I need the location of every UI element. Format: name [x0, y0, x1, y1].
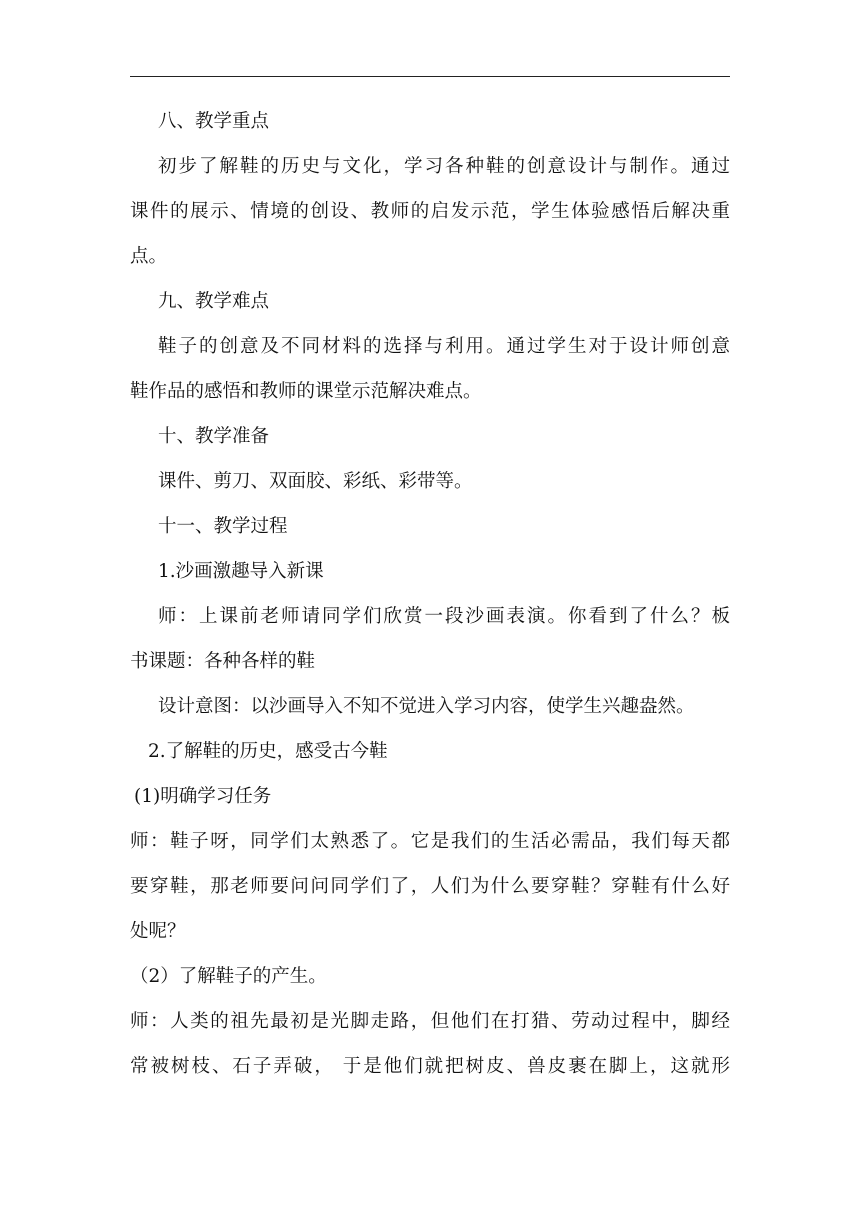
subheading-learning-task: (1)明确学习任务 — [134, 786, 272, 807]
subheading-shoe-history: 2.了解鞋的历史，感受古今鞋 — [148, 741, 388, 762]
paragraph-line: 课件、剪刀、双面胶、彩纸、彩带等。 — [158, 471, 473, 492]
header-rule — [130, 76, 730, 77]
paragraph-line: 书课题：各种各样的鞋 — [130, 651, 316, 672]
paragraph-line: 常被树枝、石子弄破， 于是他们就把树皮、兽皮裹在脚上，这就形 — [130, 1056, 730, 1077]
design-intent-line: 设计意图：以沙画导入不知不觉进入学习内容，使学生兴趣盎然。 — [158, 696, 695, 717]
subheading-sand-painting: 1.沙画激趣导入新课 — [158, 561, 324, 582]
heading-teaching-preparation: 十、教学准备 — [158, 426, 270, 447]
paragraph-line: 课件的展示、情境的创设、教师的启发示范，学生体验感悟后解决重 — [130, 201, 730, 222]
paragraph-line: 点。 — [130, 246, 168, 267]
paragraph-line: 处呢？ — [130, 921, 186, 942]
paragraph-line: 师：人类的祖先最初是光脚走路，但他们在打猎、劳动过程中，脚经 — [130, 1011, 730, 1032]
paragraph-line: 鞋子的创意及不同材料的选择与利用。通过学生对于设计师创意 — [158, 336, 730, 357]
paragraph-line: 师：鞋子呀，同学们太熟悉了。它是我们的生活必需品，我们每天都 — [130, 831, 730, 852]
paragraph-line: 要穿鞋，那老师要问问同学们了，人们为什么要穿鞋？穿鞋有什么好 — [130, 876, 730, 897]
heading-teaching-process: 十一、教学过程 — [158, 516, 288, 537]
heading-teaching-focus: 八、教学重点 — [158, 111, 270, 132]
paragraph-line: 初步了解鞋的历史与文化，学习各种鞋的创意设计与制作。通过 — [158, 156, 730, 177]
document-body — [130, 110, 730, 1100]
paragraph-line: 师：上课前老师请同学们欣赏一段沙画表演。你看到了什么？板 — [158, 606, 730, 627]
heading-teaching-difficulty: 九、教学难点 — [158, 291, 270, 312]
subheading-shoe-origin: （2）了解鞋子的产生。 — [130, 966, 327, 987]
paragraph-line: 鞋作品的感悟和教师的课堂示范解决难点。 — [130, 381, 482, 402]
